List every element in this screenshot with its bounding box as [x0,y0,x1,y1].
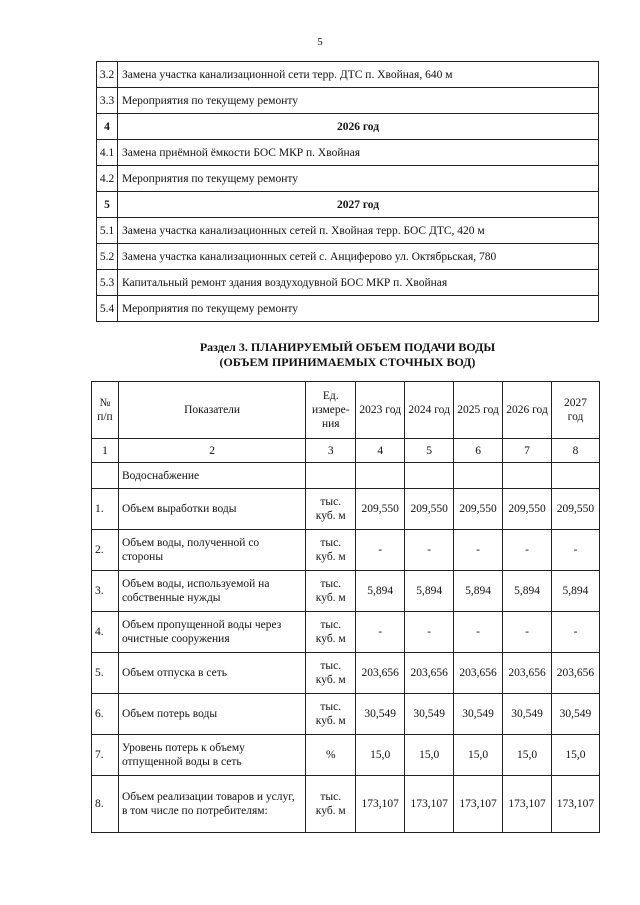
value-cell: 209,550 [551,489,599,530]
unit-cell: тыс. куб. м [306,489,356,530]
water-volume-table [91,381,600,833]
plan-row [97,270,599,296]
row-number: 5. [92,653,119,694]
indicator-name: Объем реализации товаров и услуг, в том числе по потребителям: [118,776,305,833]
section-title-line-2: (ОБЪЕМ ПРИНИМАЕМЫХ СТОЧНЫХ ВОД) [219,355,476,369]
table-row [92,776,600,833]
value-cell: 5,894 [454,571,503,612]
table-row [92,489,600,530]
column-number: 3 [306,439,356,463]
row-number: 7. [92,735,119,776]
indicator-name: Уровень потерь к объему отпущенной воды в сеть [118,735,305,776]
header-row [92,382,600,439]
value-cell: 203,656 [454,653,503,694]
plan-row-text: Замена участка канализационных сетей с. Анциферово ул. Октябрьская, 780 [118,244,599,270]
column-number-row [92,439,600,463]
unit-cell: тыс. куб. м [306,653,356,694]
value-cell: 173,107 [503,776,552,833]
unit-cell: тыс. куб. м [306,571,356,612]
value-cell: 30,549 [356,694,405,735]
header-year: 2027 год [551,382,599,439]
column-number: 6 [454,439,503,463]
plan-row [97,296,599,322]
table-row [92,530,600,571]
header-year: 2026 год [503,382,552,439]
year-title: 2026 год [118,114,599,140]
table-row [92,735,600,776]
value-cell: 203,656 [551,653,599,694]
section-title-line-1: Раздел 3. ПЛАНИРУЕМЫЙ ОБЪЕМ ПОДАЧИ ВОДЫ [199,340,496,354]
value-cell: 203,656 [503,653,552,694]
value-cell: - [356,612,405,653]
row-number: 3. [92,571,119,612]
page-number: 5 [317,36,323,48]
indicator-name: Объем потерь воды [118,694,305,735]
unit-cell: тыс. куб. м [306,612,356,653]
header-year: 2024 год [405,382,454,439]
value-cell: 30,549 [454,694,503,735]
value-cell: 5,894 [356,571,405,612]
header-year: 2025 год [454,382,503,439]
plan-row-number: 4.1 [97,140,118,166]
value-cell: 209,550 [454,489,503,530]
value-cell: 5,894 [405,571,454,612]
value-cell: 173,107 [454,776,503,833]
column-number: 1 [92,439,119,463]
header-unit: Ед. измере-ния [306,382,356,439]
column-number: 2 [118,439,305,463]
value-cell: - [503,612,552,653]
value-cell: - [551,612,599,653]
plan-row-number: 5.3 [97,270,118,296]
group-row [92,463,600,489]
plan-row [97,88,599,114]
value-cell: 15,0 [551,735,599,776]
indicator-name: Объем воды, используемой на собственные нужды [118,571,305,612]
unit-cell: тыс. куб. м [306,694,356,735]
column-number: 7 [503,439,552,463]
value-cell: 203,656 [405,653,454,694]
header-year: 2023 год [356,382,405,439]
row-number: 4. [92,612,119,653]
row-number: 8. [92,776,119,833]
value-cell: - [454,612,503,653]
plan-row [97,244,599,270]
plan-row [97,218,599,244]
plan-row-number: 4.2 [97,166,118,192]
column-number: 5 [405,439,454,463]
header-num: № п/п [92,382,119,439]
unit-cell: % [306,735,356,776]
value-cell: 15,0 [454,735,503,776]
repair-plan-table [96,61,599,322]
value-cell: 15,0 [405,735,454,776]
year-title: 2027 год [118,192,599,218]
value-cell: 5,894 [551,571,599,612]
plan-row-number: 3.2 [97,62,118,88]
value-cell: 173,107 [405,776,454,833]
value-cell: 209,550 [356,489,405,530]
plan-row [97,140,599,166]
plan-row-number: 5.2 [97,244,118,270]
indicator-name: Объем пропущенной воды через очистные сооружения [118,612,305,653]
value-cell: 15,0 [356,735,405,776]
plan-row-number: 5.4 [97,296,118,322]
year-row [97,192,599,218]
value-cell: 5,894 [503,571,552,612]
plan-row-text: Замена участка канализационных сетей п. Хвойная терр. БОС ДТС, 420 м [118,218,599,244]
value-cell: 15,0 [503,735,552,776]
column-number: 8 [551,439,599,463]
indicator-name: Объем воды, полученной со стороны [118,530,305,571]
table-row [92,653,600,694]
value-cell: 173,107 [356,776,405,833]
table-row [92,612,600,653]
value-cell: 30,549 [405,694,454,735]
row-number: 6. [92,694,119,735]
indicator-name: Объем выработки воды [118,489,305,530]
plan-row [97,166,599,192]
plan-row-text: Капитальный ремонт здания воздуходувной БОС МКР п. Хвойная [118,270,599,296]
value-cell: - [356,530,405,571]
value-cell: 30,549 [551,694,599,735]
group-label: Водоснабжение [118,463,305,489]
plan-row-text: Мероприятия по текущему ремонту [118,88,599,114]
plan-row-text: Мероприятия по текущему ремонту [118,296,599,322]
plan-row [97,62,599,88]
table-row [92,571,600,612]
value-cell: 173,107 [551,776,599,833]
section-title [96,340,599,370]
value-cell: 209,550 [405,489,454,530]
plan-row-text: Мероприятия по текущему ремонту [118,166,599,192]
row-number: 1. [92,489,119,530]
value-cell: 203,656 [356,653,405,694]
value-cell: 209,550 [503,489,552,530]
unit-cell: тыс. куб. м [306,776,356,833]
plan-row-text: Замена приёмной ёмкости БОС МКР п. Хвойная [118,140,599,166]
plan-row-number: 3.3 [97,88,118,114]
plan-row-number: 5 [97,192,118,218]
year-row [97,114,599,140]
row-number: 2. [92,530,119,571]
value-cell: - [503,530,552,571]
indicator-name: Объем отпуска в сеть [118,653,305,694]
unit-cell: тыс. куб. м [306,530,356,571]
table-row [92,694,600,735]
value-cell: - [454,530,503,571]
plan-row-text: Замена участка канализационной сети терр. ДТС п. Хвойная, 640 м [118,62,599,88]
value-cell: - [405,612,454,653]
header-indicator: Показатели [118,382,305,439]
plan-row-number: 4 [97,114,118,140]
plan-row-number: 5.1 [97,218,118,244]
value-cell: - [551,530,599,571]
value-cell: - [405,530,454,571]
value-cell: 30,549 [503,694,552,735]
column-number: 4 [356,439,405,463]
